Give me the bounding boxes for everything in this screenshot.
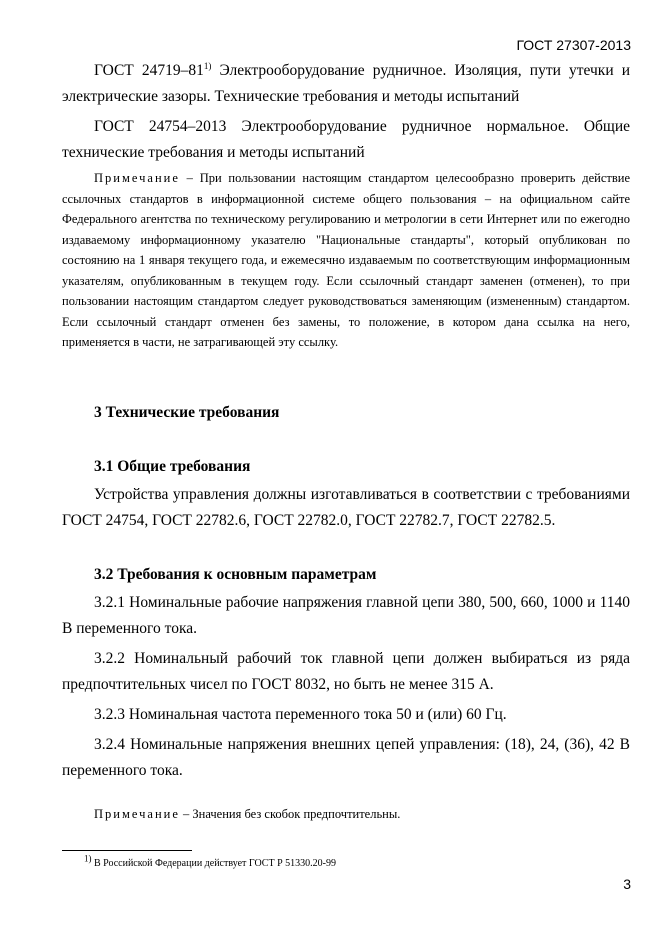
note-text	[62, 168, 630, 353]
references-block	[62, 58, 630, 166]
clause-3-2-2: 3.2.2 Номинальный рабочий ток главной цепи должен выбираться из ряда предпочтительных чисел по ГОСТ 8032, но быть не менее 315 А.	[62, 650, 630, 693]
footnote-divider	[62, 850, 192, 851]
note-body: Значения без скобок предпочтительны.	[192, 807, 401, 821]
clause-3-2-3: 3.2.3 Номинальная частота переменного тока 50 и (или) 60 Гц.	[94, 706, 507, 723]
reference-gost-24719	[62, 58, 630, 110]
subsection-title: 3.1 Общие требования	[94, 458, 251, 475]
note-text	[62, 804, 630, 825]
reference-gost-24754	[62, 114, 630, 166]
note-label: Примечание	[94, 807, 180, 821]
reference-code: ГОСТ 24719–81	[94, 62, 204, 79]
note-2-block	[62, 804, 630, 825]
clause-3-2-1: 3.2.1 Номинальные рабочие напряжения главной цепи 380, 500, 660, 1000 и 1140 В переменного тока.	[62, 594, 630, 637]
note-label: Примечание	[94, 171, 180, 185]
note-body: При пользовании настоящим стандартом целесообразно проверить действие ссылочных стандартов в информационной системе общего пользования – на официальном сайте Федерального агентства по техническому регулированию и метрологии в сети Интернет или по ежегодно издаваемому информационному указателю "Национальные стандарты", который опубликован по состоянию на 1 января текущего года, и ежемесячно издаваемым по соответствующим информационным указателям, опубликованным в текущем году. Если ссылочный стандарт заменен (отменен), то при пользовании настоящим стандартом следует руководствоваться заменяющим (измененным) стандартом. Если ссылочный стандарт отменен без замены, то положение, в котором дана ссылка на него, применяется в части, не затрагивающей эту ссылку.	[62, 171, 630, 349]
reference-text: Электрооборудование рудничное нормальное. Общие технические требования и методы испытаний	[62, 118, 631, 161]
reference-text: Электрооборудование рудничное. Изоляция, пути утечки и электрические зазоры. Технические требования и методы испытаний	[62, 62, 631, 105]
subsection-text: Устройства управления должны изготавливаться в соответствии с требованиями ГОСТ 24754, ГОСТ 22782.6, ГОСТ 22782.0, ГОСТ 22782.7, ГОСТ 22782.5.	[62, 486, 630, 529]
footnote-mark: 1)	[84, 853, 92, 864]
section-3-2	[62, 564, 630, 784]
footnote	[84, 853, 336, 869]
note-block	[62, 168, 630, 353]
clause-3-2-4: 3.2.4 Номинальные напряжения внешних цепей управления: (18), 24, (36), 42 В переменного тока.	[62, 736, 630, 779]
note-dash: –	[179, 807, 193, 821]
note-dash: –	[179, 171, 200, 185]
document-code: ГОСТ 27307-2013	[516, 37, 631, 53]
section-3	[62, 402, 630, 424]
footnote-mark: 1)	[203, 60, 212, 71]
reference-code: ГОСТ 24754–2013	[94, 118, 227, 135]
footnote-text: В Российской Федерации действует ГОСТ Р 51330.20-99	[91, 858, 336, 869]
page-number: 3	[623, 876, 631, 892]
section-title: 3 Технические требования	[94, 404, 280, 421]
subsection-title: 3.2 Требования к основным параметрам	[94, 566, 377, 583]
section-3-1	[62, 456, 630, 534]
